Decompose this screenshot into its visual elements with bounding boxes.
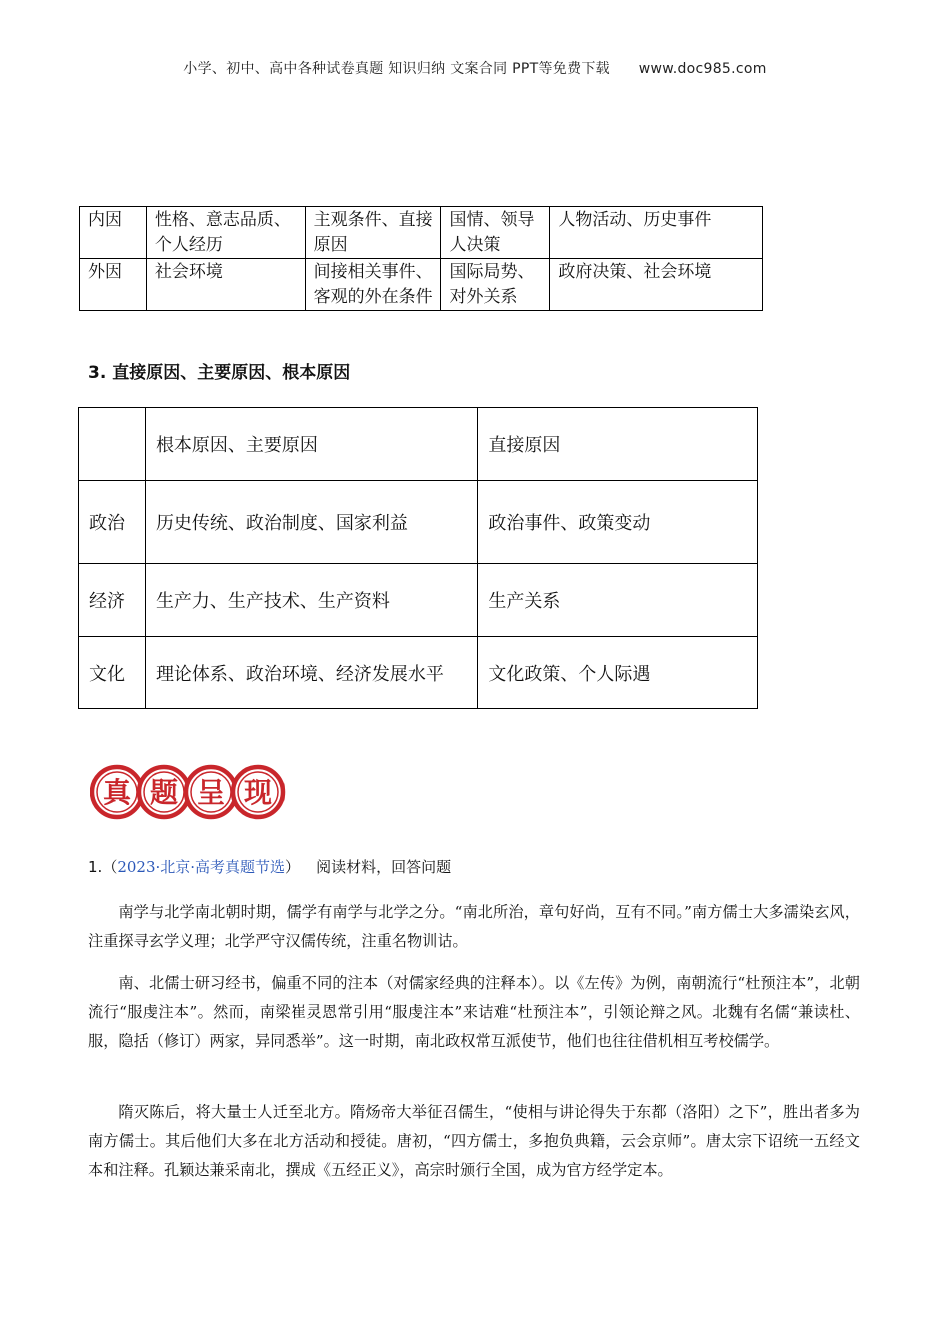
material-paragraph: 隋灭陈后，将大量士人迁至北方。隋炀帝大举征召儒生，“使相与讲论得失于东都（洛阳）之下”，胜出者多为南方儒士。其后他们大多在北方活动和授徒。唐初，“四方儒士，多抱负典籍，云会京师”。唐太宗下诏统一五经文本和注释。孔颖达兼采南北，撰成《五经正义》，高宗时颁行全国，成为官方经学定本。	[88, 1103, 860, 1179]
table-cell: 生产关系	[478, 564, 758, 637]
table-cell: 文化	[79, 637, 146, 709]
material-paragraph: 南、北儒士研习经书，偏重不同的注本（对儒家经典的注释本）。以《左传》为例，南朝流行“杜预注本”，北朝流行“服虔注本”。然而，南梁崔灵恩常引用“服虔注本”来诘难“杜预注本”，引领论辩之风。北魏有名儒“兼读杜、服，隐括（修订）两家，异同悉举”。这一时期，南北政权常互派使节，他们也往往借机相互考校儒学。	[88, 974, 860, 1050]
table-cell: 文化政策、个人际遇	[478, 637, 758, 709]
table-cell: 性格、意志品质、个人经历	[146, 207, 305, 259]
question-heading	[88, 856, 451, 877]
svg-text:题: 题	[149, 776, 179, 809]
cause-table-internal-external	[79, 206, 763, 311]
zhenti-chengxian-badge	[90, 762, 286, 822]
table-cell: 内因	[80, 207, 147, 259]
table-cell: 政治事件、政策变动	[478, 481, 758, 564]
table-row	[79, 481, 758, 564]
table-header-row	[79, 408, 758, 481]
table-header-cell: 直接原因	[478, 408, 758, 481]
material-paragraph: 南学与北学南北朝时期，儒学有南学与北学之分。“南北所治，章句好尚，互有不同。”南方儒士大多濡染玄风，注重探寻玄学义理；北学严守汉儒传统，注重名物训诂。	[88, 903, 860, 950]
table-cell: 理论体系、政治环境、经济发展水平	[145, 637, 477, 709]
section-title: 3. 直接原因、主要原因、根本原因	[88, 363, 351, 383]
source-open-paren: （	[102, 858, 118, 876]
cause-table-root-direct	[78, 407, 758, 709]
svg-text:现: 现	[243, 776, 273, 809]
table-row	[80, 207, 763, 259]
table-cell: 外因	[80, 259, 147, 311]
table-header-cell	[79, 408, 146, 481]
table-cell: 经济	[79, 564, 146, 637]
page-header	[0, 58, 950, 78]
table-row	[79, 564, 758, 637]
table-cell: 间接相关事件、客观的外在条件	[305, 259, 441, 311]
question-number: 1.	[88, 858, 103, 876]
question-instruction: 阅读材料，回答问题	[316, 858, 452, 876]
table-cell: 政府决策、社会环境	[550, 259, 763, 311]
badge-char-2	[139, 767, 189, 817]
header-text: 小学、初中、高中各种试卷真题 知识归纳 文案合同 PPT等免费下载	[183, 61, 610, 77]
svg-text:呈: 呈	[196, 776, 226, 809]
table-cell: 主观条件、直接原因	[305, 207, 441, 259]
badge-char-3	[186, 767, 236, 817]
table-row	[80, 259, 763, 311]
svg-text:真: 真	[102, 776, 132, 809]
table-row	[79, 637, 758, 709]
table-cell: 国情、领导人决策	[441, 207, 550, 259]
badge-char-1	[92, 767, 142, 817]
table-cell: 历史传统、政治制度、国家利益	[145, 481, 477, 564]
source-close-paren: ）	[285, 858, 301, 876]
table-cell: 政治	[79, 481, 146, 564]
badge-char-4	[233, 767, 283, 817]
question-source-link[interactable]: 2023·北京·高考真题节选	[117, 858, 286, 876]
table-cell: 社会环境	[146, 259, 305, 311]
table-header-cell: 根本原因、主要原因	[145, 408, 477, 481]
table-cell: 生产力、生产技术、生产资料	[145, 564, 477, 637]
table-cell: 人物活动、历史事件	[550, 207, 763, 259]
header-url[interactable]: www.doc985.com	[638, 61, 767, 77]
table-cell: 国际局势、对外关系	[441, 259, 550, 311]
